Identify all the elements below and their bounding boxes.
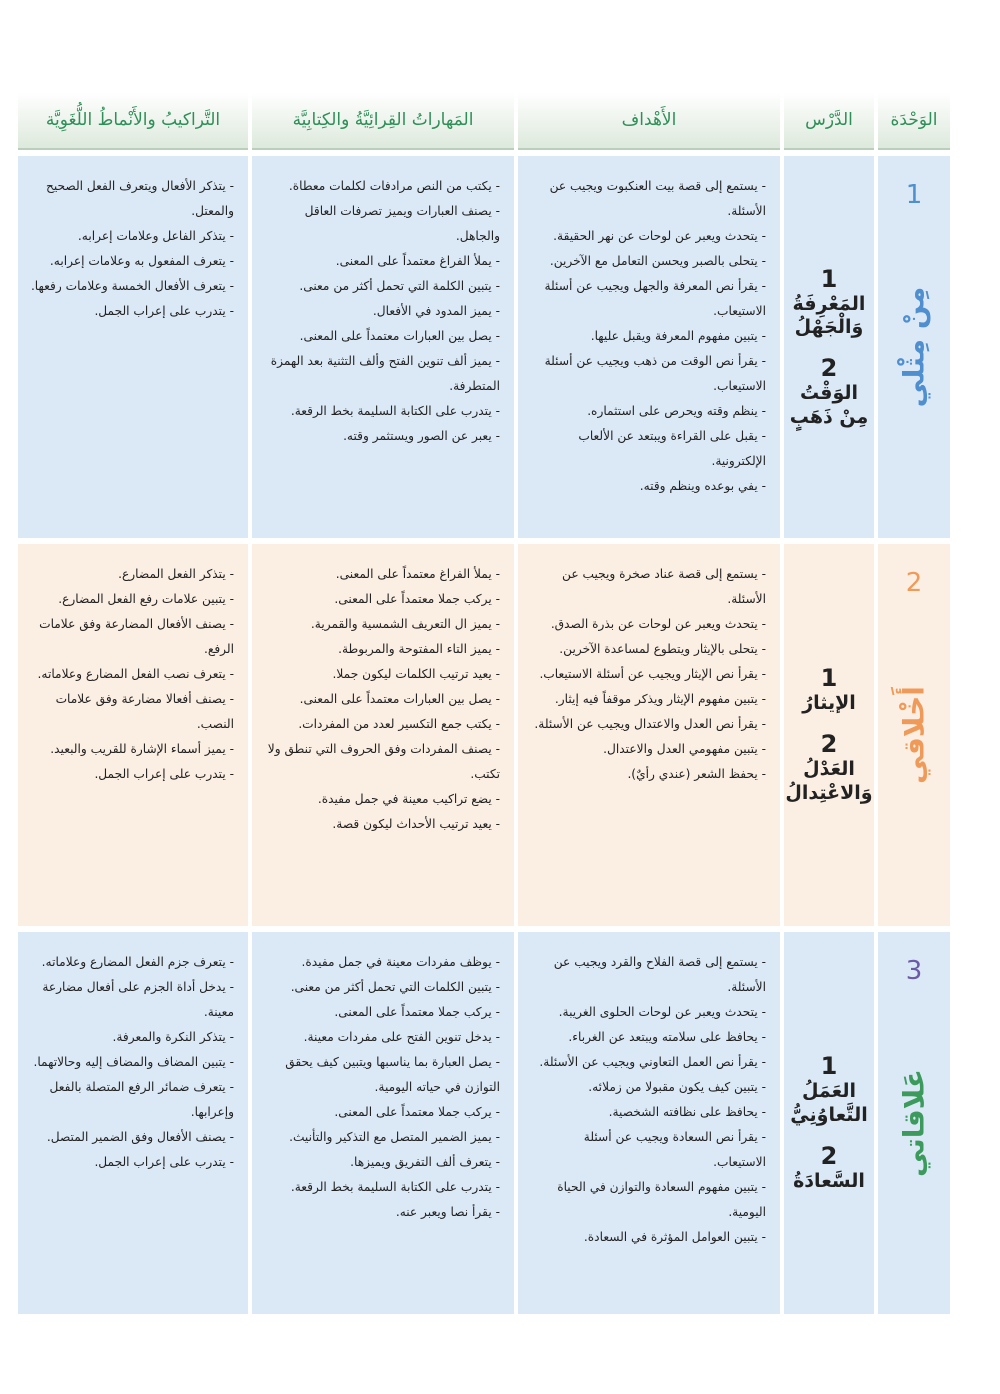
lesson-item <box>784 354 874 430</box>
list-item: - يميز الضمير المتصل مع التذكير والتأنيث. <box>262 1125 500 1150</box>
list-item: - يميز ألف تنوين الفتح وألف التثنية بعد الهمزة المتطرفة. <box>262 349 500 399</box>
list-item: - يقرأ نص العمل التعاوني ويجيب عن الأسئلة. <box>528 1050 766 1075</box>
list-item: - يصل بين العبارات معتمداً على المعنى. <box>262 324 500 349</box>
list-item: - يتبين مفهوم الإيثار ويذكر موقفاً فيه إيثار. <box>528 687 766 712</box>
skills-cell <box>252 544 514 926</box>
list-item: - يتعرف ضمائر الرفع المتصلة بالفعل وإعرابها. <box>28 1075 234 1125</box>
header-skills: المَهاراتُ القِرائِيَّةُ والكِتابِيَّة <box>252 92 514 150</box>
list-item: - يقرأ نصا ويعبر عنه. <box>262 1200 500 1225</box>
unit-cell <box>878 544 950 926</box>
structures-cell <box>18 156 248 538</box>
structures-cell <box>18 544 248 926</box>
structures-cell <box>18 932 248 1314</box>
list-item: - يتعرف جزم الفعل المضارع وعلاماته. <box>28 950 234 975</box>
list-item: - يدخل أداة الجزم على أفعال مضارعة معينة. <box>28 975 234 1025</box>
list-item: - يقرأ نص المعرفة والجهل ويجيب عن أسئلة الاستيعاب. <box>528 274 766 324</box>
list-item: - يتحدث ويعبر عن لوحات عن نهر الحقيقة. <box>528 224 766 249</box>
list-item: - يصنف الأفعال المضارعة وفق علامات الرفع. <box>28 612 234 662</box>
unit-number: 1 <box>905 180 923 210</box>
list-item: - يتبين مفهوم السعادة والتوازن في الحياة اليومية. <box>528 1175 766 1225</box>
list-item: - يميز ال التعريف الشمسية والقمرية. <box>262 612 500 637</box>
list-item: - يميز أسماء الإشارة للقريب والبعيد. <box>28 737 234 762</box>
list-item: - يقرأ نص الإيثار ويجيب عن أسئلة الاستيعاب. <box>528 662 766 687</box>
lesson-number: 1 <box>820 1052 838 1081</box>
list-item: - يركب جملا معتمداً على المعنى. <box>262 1000 500 1025</box>
unit-number: 2 <box>905 568 923 598</box>
lesson-cell <box>784 544 874 926</box>
list-item: - يميز التاء المفتوحة والمربوطة. <box>262 637 500 662</box>
objectives-cell <box>518 932 780 1314</box>
lesson-name: الإيثارُ <box>802 692 856 715</box>
list-item: - يصنف أفعالا مضارعة وفق علامات النصب. <box>28 687 234 737</box>
list-item: - يحافظ على نظافته الشخصية. <box>528 1100 766 1125</box>
list-item: - يركب جملا معتمداً على المعنى. <box>262 1100 500 1125</box>
lesson-item <box>784 664 874 716</box>
list-item: - يتدرب على إعراب الجمل. <box>28 762 234 787</box>
list-item: - يستمع إلى قصة عناد صخرة ويجيب عن الأسئلة. <box>528 562 766 612</box>
list-item: - يعيد ترتيب الكلمات ليكون جملا. <box>262 662 500 687</box>
list-item: - يركب جملا معتمداً على المعنى. <box>262 587 500 612</box>
list-item: - يتبين مفهومي العدل والاعتدال. <box>528 737 766 762</box>
lesson-name: العَمَلُ التَّعاوُنِيُّ <box>790 1080 868 1127</box>
unit-row-1 <box>18 156 950 538</box>
skills-list <box>252 544 514 847</box>
list-item: - يتذكر الأفعال ويتعرف الفعل الصحيح والمعتل. <box>28 174 234 224</box>
objectives-list <box>518 932 780 1260</box>
lesson-name: العَدْلُ وَالاعْتِدالُ <box>785 758 873 804</box>
structures-list <box>18 544 248 797</box>
list-item: - يصل بين العبارات معتمداً على المعنى. <box>262 687 500 712</box>
list-item: - يتدرب على الكتابة السليمة بخط الرقعة. <box>262 1175 500 1200</box>
list-item: - يتدرب على الكتابة السليمة بخط الرقعة. <box>262 399 500 424</box>
header-unit: الوَحْدَة <box>878 92 950 150</box>
list-item: - يتذكر النكرة والمعرفة. <box>28 1025 234 1050</box>
list-item: - يقبل على القراءة ويبتعد عن الألعاب الإلكترونية. <box>528 424 766 474</box>
list-item: - يتبين مفهوم المعرفة ويقبل عليها. <box>528 324 766 349</box>
skills-list <box>252 156 514 459</box>
skills-list <box>252 932 514 1235</box>
list-item: - يتعرف المفعول به وعلامات إعرابه. <box>28 249 234 274</box>
list-item: - يتعرف الأفعال الخمسة وعلامات رفعها. <box>28 274 234 299</box>
list-item: - يستمع إلى قصة الفلاح والقرد ويجيب عن الأسئلة. <box>528 950 766 1000</box>
header-lesson: الدَّرْس <box>784 92 874 150</box>
list-item: - يكتب جمع التكسير لعدد من المفردات. <box>262 712 500 737</box>
list-item: - يقرأ نص العدل والاعتدال ويجيب عن الأسئلة. <box>528 712 766 737</box>
list-item: - يصنف الأفعال وفق الضمير المتصل. <box>28 1125 234 1150</box>
list-item: - يتدرب على إعراب الجمل. <box>28 299 234 324</box>
list-item: - يتبين الكلمة التي تحمل أكثر من معنى. <box>262 274 500 299</box>
list-item: - يتحدث ويعبر عن لوحات عن بذرة الصدق. <box>528 612 766 637</box>
list-item: - يتعرف نصب الفعل المضارع وعلاماته. <box>28 662 234 687</box>
list-item: - يتذكر الفاعل وعلامات إعرابه. <box>28 224 234 249</box>
structures-list <box>18 156 248 334</box>
unit-name: أَخْلاقي <box>897 686 931 784</box>
lesson-number: 2 <box>820 730 838 759</box>
unit-row-2 <box>18 544 950 926</box>
list-item: - يفي بوعده وينظم وقته. <box>528 474 766 499</box>
unit-cell <box>878 932 950 1314</box>
unit-name: مِنْ مِثْلي <box>897 286 931 408</box>
list-item: - يتبين علامات رفع الفعل المضارع. <box>28 587 234 612</box>
list-item: - يتحلى بالإيثار ويتطوع لمساعدة الآخرين. <box>528 637 766 662</box>
lesson-item <box>784 1052 874 1128</box>
list-item: - يستمع إلى قصة بيت العنكبوت ويجيب عن الأسئلة. <box>528 174 766 224</box>
list-item: - يعيد ترتيب الأحداث ليكون قصة. <box>262 812 500 837</box>
lesson-cell <box>784 932 874 1314</box>
list-item: - يحافظ على سلامته ويبتعد عن الغرباء. <box>528 1025 766 1050</box>
lesson-name: المَعْرِفَةُ وَالْجَهْلُ <box>792 292 866 339</box>
lesson-name: السَّعادَةُ <box>793 1169 865 1192</box>
list-item: - يصنف المفردات وفق الحروف التي تنطق ولا تكتب. <box>262 737 500 787</box>
list-item: - يملأ الفراغ معتمداً على المعنى. <box>262 562 500 587</box>
list-item: - يصل العبارة بما يناسبها ويتبين كيف يحقق التوازن في حياته اليومية. <box>262 1050 500 1100</box>
objectives-list <box>518 544 780 797</box>
unit-number: 3 <box>905 956 923 986</box>
lesson-item <box>784 265 874 341</box>
unit-row-3 <box>18 932 950 1314</box>
skills-cell <box>252 156 514 538</box>
objectives-cell <box>518 156 780 538</box>
lesson-item <box>784 730 874 806</box>
curriculum-table <box>14 92 942 1314</box>
list-item: - يتذكر الفعل المضارع. <box>28 562 234 587</box>
list-item: - يتدرب على إعراب الجمل. <box>28 1150 234 1175</box>
list-item: - يتحلى بالصبر ويحسن التعامل مع الآخرين. <box>528 249 766 274</box>
list-item: - يدخل تنوين الفتح على مفردات معينة. <box>262 1025 500 1050</box>
list-item: - يتبين المضاف والمضاف إليه وحالاتهما. <box>28 1050 234 1075</box>
lesson-item <box>784 1142 874 1194</box>
list-item: - يتبين العوامل المؤثرة في السعادة. <box>528 1225 766 1250</box>
list-item: - يحفظ الشعر (عندي رأيٌ). <box>528 762 766 787</box>
scope-sequence-table <box>14 92 954 1314</box>
list-item: - يصنف العبارات ويميز تصرفات العاقل والجاهل. <box>262 199 500 249</box>
header-row <box>18 92 950 150</box>
header-structures: التَّراكيبُ والأَنْماطُ اللُّغَوِيَّة <box>18 92 248 150</box>
list-item: - يعبر عن الصور ويستثمر وقته. <box>262 424 500 449</box>
unit-cell <box>878 156 950 538</box>
lesson-number: 1 <box>820 664 838 693</box>
objectives-cell <box>518 544 780 926</box>
list-item: - يتحدث ويعبر عن لوحات الحلوى الغريبة. <box>528 1000 766 1025</box>
list-item: - يتعرف ألف التفريق ويميزها. <box>262 1150 500 1175</box>
lesson-number: 1 <box>820 264 838 293</box>
lesson-cell <box>784 156 874 538</box>
list-item: - ينظم وقته ويحرص على استثماره. <box>528 399 766 424</box>
list-item: - يميز المدود في الأفعال. <box>262 299 500 324</box>
skills-cell <box>252 932 514 1314</box>
list-item: - يتبين الكلمات التي تحمل أكثر من معنى. <box>262 975 500 1000</box>
objectives-list <box>518 156 780 509</box>
lesson-name: الوَقْتُ مِنْ ذَهَبٍ <box>789 382 869 428</box>
header-objectives: الأَهْداف <box>518 92 780 150</box>
list-item: - يوظف مفردات معينة في جمل مفيدة. <box>262 950 500 975</box>
list-item: - يقرأ نص السعادة ويجيب عن أسئلة الاستيعاب. <box>528 1125 766 1175</box>
list-item: - يملأ الفراغ معتمداً على المعنى. <box>262 249 500 274</box>
structures-list <box>18 932 248 1185</box>
lesson-number: 2 <box>820 354 838 382</box>
lesson-number: 2 <box>820 1141 838 1170</box>
list-item: - يقرأ نص الوقت من ذهب ويجيب عن أسئلة الاستيعاب. <box>528 349 766 399</box>
list-item: - يضع تراكيب معينة في جمل مفيدة. <box>262 787 500 812</box>
unit-name: عَلاقاتي <box>897 1068 931 1178</box>
list-item: - يكتب من النص مرادفات لكلمات معطاة. <box>262 174 500 199</box>
list-item: - يتبين كيف يكون مقبولا من زملائه. <box>528 1075 766 1100</box>
